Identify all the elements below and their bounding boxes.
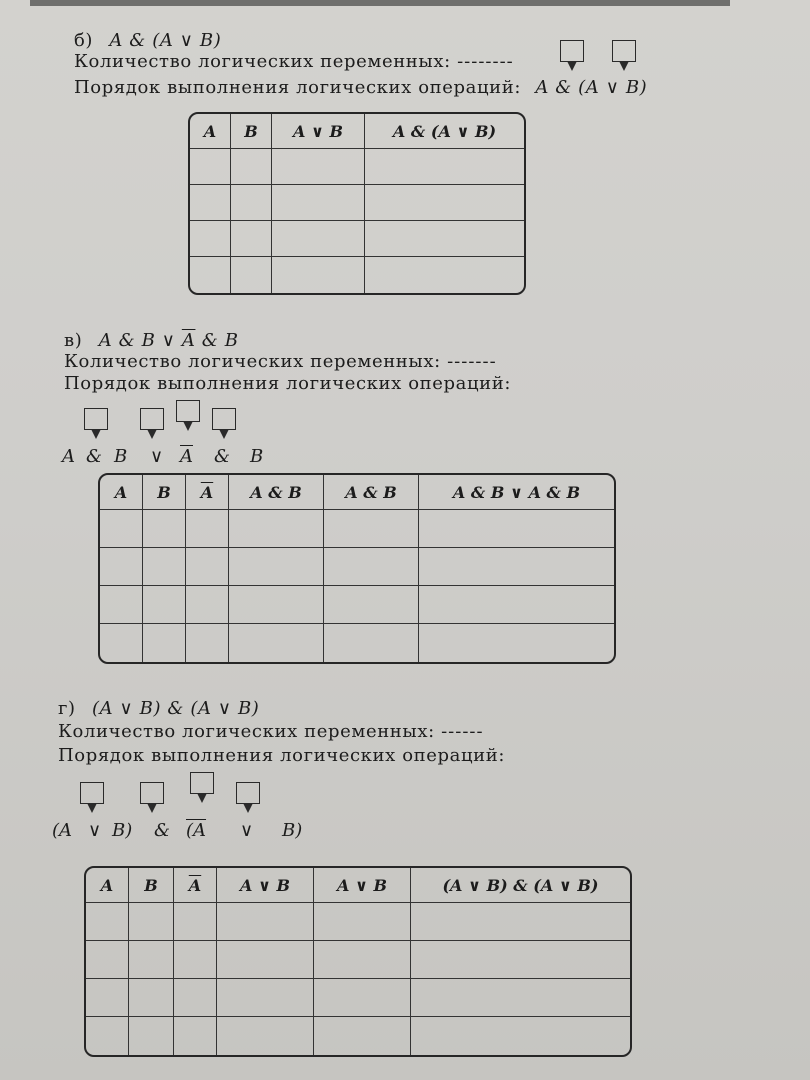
section-v-truth-table (98, 473, 616, 664)
section-b-order-callout-2[interactable] (612, 40, 636, 62)
table-cell[interactable] (419, 624, 614, 662)
column-header: A & B (229, 475, 324, 510)
expression-token: B (250, 446, 264, 467)
table-cell[interactable] (229, 586, 324, 624)
section-b-heading: б) (74, 30, 94, 51)
table-header-row (86, 868, 630, 903)
column-header: B (129, 868, 174, 903)
table-row (190, 149, 524, 185)
table-cell[interactable] (365, 257, 524, 293)
table-cell[interactable] (324, 548, 419, 586)
table-cell[interactable] (272, 257, 365, 293)
table-cell[interactable] (86, 1017, 129, 1055)
section-g-order-callout-1[interactable] (80, 782, 104, 804)
section-v-order-callout-3[interactable] (176, 400, 200, 422)
section-b-count-line (74, 52, 514, 72)
table-cell[interactable] (231, 149, 272, 185)
table-cell[interactable] (272, 185, 365, 221)
expression-token: B (114, 446, 128, 467)
formula-token: & (201, 330, 219, 351)
table-cell[interactable] (324, 586, 419, 624)
section-b-order-label: Порядок выполнения логических операций: (74, 77, 521, 98)
column-header: (A ∨ B) & (A ∨ B) (411, 868, 630, 903)
table-cell[interactable] (217, 903, 314, 941)
formula-token: B (141, 330, 156, 351)
section-g-count-line (58, 722, 484, 742)
table-cell[interactable] (411, 1017, 630, 1055)
table-cell[interactable] (314, 1017, 411, 1055)
table-cell[interactable] (186, 548, 229, 586)
table-cell[interactable] (100, 548, 143, 586)
section-b-formula: A & (A ∨ B) (109, 30, 222, 51)
table-cell[interactable] (100, 510, 143, 548)
expression-token: ∨ (88, 820, 102, 841)
table-cell[interactable] (324, 624, 419, 662)
table-cell[interactable] (186, 624, 229, 662)
table-cell[interactable] (86, 979, 129, 1017)
formula-token: & (118, 330, 136, 351)
table-cell[interactable] (231, 185, 272, 221)
table-cell[interactable] (229, 624, 324, 662)
formula-token: B (224, 330, 239, 351)
section-v-order-line (64, 374, 511, 394)
section-v-order-label: Порядок выполнения логических операций: (64, 373, 511, 394)
table-cell[interactable] (143, 548, 186, 586)
table-row (86, 903, 630, 941)
table-cell[interactable] (190, 149, 231, 185)
table-row (86, 941, 630, 979)
table-cell[interactable] (143, 510, 186, 548)
table-cell[interactable] (411, 903, 630, 941)
expression-token: A (62, 446, 75, 467)
table-cell[interactable] (129, 1017, 174, 1055)
formula-token-negated: $\overline{A}$ (181, 330, 196, 351)
column-header: A ∨ B (217, 868, 314, 903)
table-cell[interactable] (314, 903, 411, 941)
expression-token: (A (52, 820, 73, 841)
expression-token: & (154, 820, 171, 841)
section-g-order-callout-4[interactable] (236, 782, 260, 804)
column-header: A ∨ B (272, 114, 365, 149)
expression-token-negated: $\overline{A}$ (180, 446, 193, 467)
expression-token: B) (282, 820, 303, 841)
table-cell[interactable] (129, 941, 174, 979)
section-v-order-callout-4[interactable] (212, 408, 236, 430)
expression-token: & (214, 446, 231, 467)
table-row (190, 185, 524, 221)
table-cell[interactable] (229, 510, 324, 548)
expression-token: & (86, 446, 103, 467)
column-header: B (143, 475, 186, 510)
section-b-order-line (74, 78, 647, 98)
table-cell[interactable] (190, 185, 231, 221)
table-cell[interactable] (100, 624, 143, 662)
section-g-formula: (A ∨ B) & (A ∨ B) (91, 698, 260, 719)
column-header: A & B (324, 475, 419, 510)
table-cell[interactable] (100, 586, 143, 624)
column-header-negated: $\overline{A}$ (186, 475, 229, 510)
column-header: A (100, 475, 143, 510)
section-g-heading: г) (58, 698, 76, 719)
table-cell[interactable] (129, 979, 174, 1017)
table-cell[interactable] (419, 586, 614, 624)
column-header: A & B ∨ A & B (419, 475, 614, 510)
table-cell[interactable] (217, 1017, 314, 1055)
table-row (100, 548, 614, 586)
section-g-order-callout-2[interactable] (140, 782, 164, 804)
section-g-order-callout-3[interactable] (190, 772, 214, 794)
section-b-order-callout-1[interactable] (560, 40, 584, 62)
table-cell[interactable] (365, 149, 524, 185)
table-cell[interactable] (231, 257, 272, 293)
table-cell[interactable] (314, 941, 411, 979)
expression-token: ∨ (150, 446, 164, 467)
table-cell[interactable] (174, 903, 217, 941)
section-g-truth-table (84, 866, 632, 1057)
section-g-order-expression (52, 820, 322, 842)
table-cell[interactable] (174, 941, 217, 979)
table-cell[interactable] (143, 586, 186, 624)
table-cell[interactable] (411, 941, 630, 979)
expression-token-negated: (A (186, 820, 207, 841)
table-row (100, 624, 614, 662)
table-cell[interactable] (419, 548, 614, 586)
formula-token: A (98, 330, 113, 351)
section-v-formula (99, 330, 239, 351)
column-header: B (231, 114, 272, 149)
table-cell[interactable] (231, 221, 272, 257)
table-cell[interactable] (86, 941, 129, 979)
section-b-count-label: Количество логических переменных: (74, 51, 451, 72)
table-cell[interactable] (314, 979, 411, 1017)
table-cell[interactable] (186, 586, 229, 624)
section-b-truth-table (188, 112, 526, 295)
table-cell[interactable] (190, 257, 231, 293)
section-v-title (64, 331, 239, 351)
column-header: A ∨ B (314, 868, 411, 903)
table-cell[interactable] (143, 624, 186, 662)
section-b-title (74, 31, 221, 51)
column-header: A (190, 114, 231, 149)
table-cell[interactable] (186, 510, 229, 548)
table-cell[interactable] (365, 221, 524, 257)
table-cell[interactable] (411, 979, 630, 1017)
section-v-count-blank[interactable]: ------- (447, 351, 497, 372)
section-v-order-callout-1[interactable] (84, 408, 108, 430)
table-cell[interactable] (174, 1017, 217, 1055)
table-row (86, 979, 630, 1017)
column-header-negated: $\overline{A}$ (174, 868, 217, 903)
table-cell[interactable] (419, 510, 614, 548)
page-top-edge (30, 0, 730, 6)
section-v-order-expression (62, 446, 292, 468)
section-b-count-blank[interactable]: -------- (457, 51, 514, 72)
table-cell[interactable] (272, 221, 365, 257)
table-cell[interactable] (129, 903, 174, 941)
table-cell[interactable] (272, 149, 365, 185)
table-header-row (100, 475, 614, 510)
table-row (100, 586, 614, 624)
table-cell[interactable] (365, 185, 524, 221)
table-row (190, 221, 524, 257)
column-header: A & (A ∨ B) (365, 114, 524, 149)
section-g-count-blank[interactable]: ------ (441, 721, 484, 742)
table-cell[interactable] (229, 548, 324, 586)
column-header: A (86, 868, 129, 903)
table-row (86, 1017, 630, 1055)
table-cell[interactable] (324, 510, 419, 548)
section-g-order-line (58, 746, 505, 766)
section-v-heading: в) (64, 330, 83, 351)
expression-token: B) (112, 820, 133, 841)
section-g-count-label: Количество логических переменных: (58, 721, 435, 742)
table-cell[interactable] (174, 979, 217, 1017)
section-v-count-label: Количество логических переменных: (64, 351, 441, 372)
table-cell[interactable] (217, 979, 314, 1017)
section-b-order-formula: A & (A ∨ B) (535, 77, 648, 98)
section-v-order-callout-2[interactable] (140, 408, 164, 430)
table-header-row (190, 114, 524, 149)
section-g-title (58, 699, 259, 719)
table-cell[interactable] (86, 903, 129, 941)
table-row (100, 510, 614, 548)
table-cell[interactable] (217, 941, 314, 979)
section-v-count-line (64, 352, 497, 372)
formula-token: ∨ (161, 330, 176, 351)
section-g-order-label: Порядок выполнения логических операций: (58, 745, 505, 766)
table-cell[interactable] (190, 221, 231, 257)
table-row (190, 257, 524, 293)
expression-token: ∨ (240, 820, 254, 841)
